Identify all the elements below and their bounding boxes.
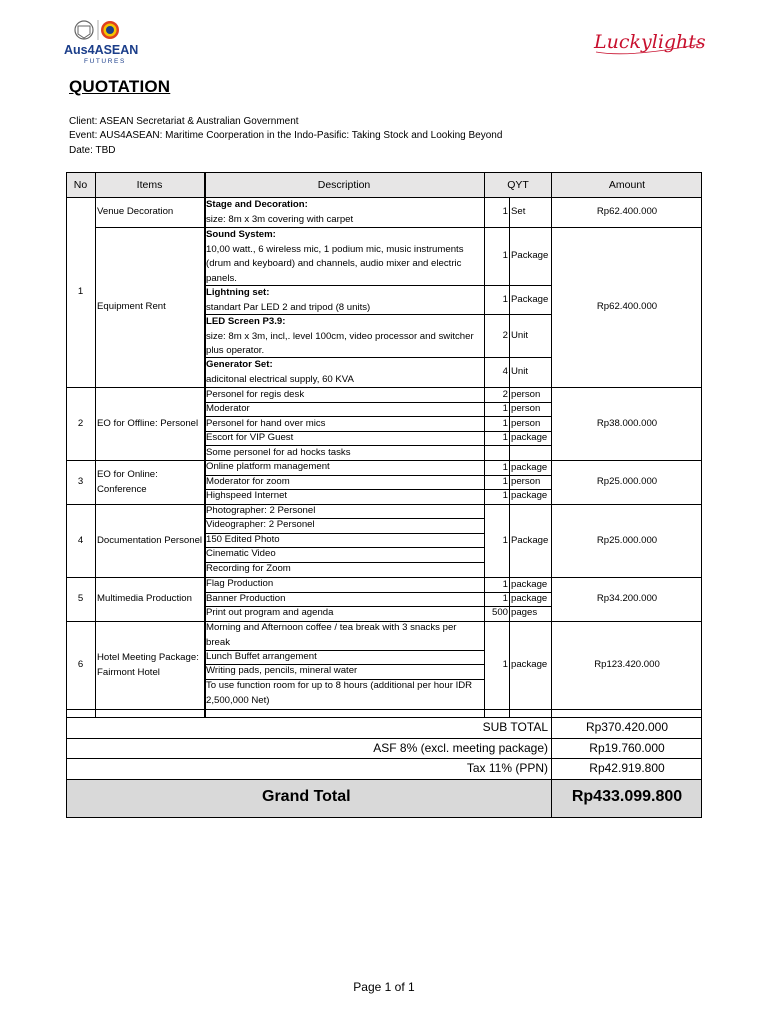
event-line: Event: AUS4ASEAN: Maritime Coorperation in the Indo-Pasific: Taking Stock and Looking Beyond <box>69 130 503 141</box>
qty-2-4: 1 <box>502 432 508 443</box>
row-no-3: 3 <box>77 476 84 488</box>
desc-2-2: Moderator <box>206 403 250 414</box>
qty-1-4: 2 <box>502 329 508 341</box>
desc-4-1: Photographer: 2 Personel <box>206 505 316 516</box>
qty-5-2: 1 <box>502 593 508 604</box>
svg-text:FUTURES: FUTURES <box>84 58 126 65</box>
qty-3-1: 1 <box>502 462 508 473</box>
unit-1-1: Set <box>511 206 526 218</box>
unit-3-3: package <box>511 490 548 501</box>
amount-multimedia: Rp34.200.000 <box>596 593 658 605</box>
item-venue-decoration: Venue Decoration <box>97 206 174 218</box>
tax-value: Rp42.919.800 <box>589 761 665 775</box>
qty-2-2: 1 <box>502 403 508 414</box>
header-no: No <box>73 178 88 191</box>
desc-4-3: 150 Edited Photo <box>206 534 280 545</box>
unit-5-1: package <box>511 579 548 590</box>
qty-4: 1 <box>502 534 508 546</box>
item-equipment-rent: Equipment Rent <box>97 301 166 313</box>
unit-2-4: package <box>511 432 548 443</box>
desc-3-1: Online platform management <box>206 461 330 472</box>
item-hotel-meeting: Hotel Meeting Package: Fairmont Hotel <box>97 652 199 678</box>
desc-2-5: Some personel for ad hocks tasks <box>206 447 351 458</box>
date-line: Date: TBD <box>69 145 116 156</box>
unit-6: package <box>511 659 548 671</box>
row-no-2: 2 <box>77 417 84 429</box>
qty-5-1: 1 <box>502 579 508 590</box>
row-no-4: 4 <box>77 534 84 546</box>
desc-4-4: Cinematic Video <box>206 548 276 559</box>
desc-5-2: Banner Production <box>206 593 286 604</box>
unit-1-4: Unit <box>511 329 529 341</box>
page-number: Page 1 of 1 <box>353 980 415 994</box>
desc-4-2: Videographer: 2 Personel <box>206 519 315 530</box>
asf-value: Rp19.760.000 <box>589 741 665 755</box>
item-documentation: Documentation Personel <box>97 534 203 546</box>
unit-2-2: person <box>511 403 541 414</box>
item-eo-online: EO for Online: Conference <box>97 469 158 495</box>
amount-documentation: Rp25.000.000 <box>596 534 658 546</box>
page-title: QUOTATION <box>69 77 171 96</box>
header-items: Items <box>136 178 163 191</box>
header-qty: QYT <box>507 178 529 191</box>
desc-5-1: Flag Production <box>206 578 274 589</box>
header-description: Description <box>317 178 371 191</box>
desc-2-1: Personel for regis desk <box>206 389 305 400</box>
unit-2-1: person <box>511 389 541 400</box>
desc-3-3: Highspeed Internet <box>206 490 288 501</box>
unit-2-3: person <box>511 418 541 429</box>
desc-6-4: To use function room for up to 8 hours (additional per hour IDR 2,500,000 Net) <box>206 680 473 706</box>
amount-eo-online: Rp25.000.000 <box>596 476 658 488</box>
desc-4-5: Recording for Zoom <box>206 563 291 574</box>
amount-venue: Rp62.400.000 <box>596 206 658 218</box>
unit-3-1: package <box>511 462 548 473</box>
item-eo-offline: EO for Offline: Personel <box>97 417 199 429</box>
amount-eo-offline: Rp38.000.000 <box>596 417 658 429</box>
subtotal-value: Rp370.420.000 <box>585 720 669 734</box>
desc-generator: Generator Set: adicitonal electrical supply, 60 KVA <box>206 359 354 385</box>
row-no-6: 6 <box>77 659 84 671</box>
unit-4: Package <box>511 534 549 546</box>
qty-6: 1 <box>502 659 508 671</box>
desc-6-1: Morning and Afternoon coffee / tea break with 3 snacks per break <box>206 622 457 648</box>
desc-5-3: Print out program and agenda <box>206 607 334 618</box>
desc-lighting: Lightning set: standart Par LED 2 and tripod (8 units) <box>206 287 371 313</box>
qty-1-5: 4 <box>502 366 508 378</box>
unit-5-2: package <box>511 593 548 604</box>
header-amount: Amount <box>608 178 646 191</box>
desc-stage: Stage and Decoration: size: 8m x 3m covering with carpet <box>206 199 354 225</box>
desc-led: LED Screen P3.9: size: 8m x 3m, incl,. level 100cm, video processor and switcher plus operator. <box>206 316 474 356</box>
unit-3-2: person <box>511 476 541 487</box>
qty-3-2: 1 <box>502 476 508 487</box>
unit-1-5: Unit <box>511 366 529 378</box>
asf-label: ASF 8% (excl. meeting package) <box>373 741 548 755</box>
desc-sound: Sound System: 10,00 watt., 6 wireless mic, 1 podium mic, music instruments (drum and keyboard) and channels, audio mixer and electric panels. <box>206 229 464 284</box>
qty-2-1: 2 <box>502 389 508 400</box>
desc-2-4: Escort for VIP Guest <box>206 432 294 443</box>
desc-3-2: Moderator for zoom <box>206 476 290 487</box>
qty-1-1: 1 <box>502 206 508 218</box>
row-no-5: 5 <box>77 593 84 605</box>
desc-6-2: Lunch Buffet arrangement <box>206 651 317 662</box>
desc-6-3: Writing pads, pencils, mineral water <box>206 665 358 676</box>
svg-text:Luckylights: Luckylights <box>594 31 706 53</box>
qty-3-3: 1 <box>502 490 508 501</box>
amount-equipment: Rp62.400.000 <box>596 301 658 313</box>
unit-5-3: pages <box>511 607 538 618</box>
qty-2-3: 1 <box>502 418 508 429</box>
qty-1-3: 1 <box>502 293 508 305</box>
amount-hotel-meeting: Rp123.420.000 <box>594 659 660 671</box>
grand-total-label: Grand Total <box>262 788 351 805</box>
qty-1-2: 1 <box>502 250 508 262</box>
qty-5-3: 500 <box>491 607 508 618</box>
unit-1-3: Package <box>511 293 549 305</box>
tax-label: Tax 11% (PPN) <box>466 761 548 775</box>
row-no-1: 1 <box>77 286 84 298</box>
grand-total-value: Rp433.099.800 <box>571 788 683 805</box>
client-line: Client: ASEAN Secretariat & Australian Government <box>69 116 299 127</box>
subtotal-label: SUB TOTAL <box>482 720 548 734</box>
unit-1-2: Package <box>511 250 549 262</box>
desc-2-3: Personel for hand over mics <box>206 418 326 429</box>
svg-text:Aus4ASEAN: Aus4ASEAN <box>64 43 139 57</box>
item-multimedia: Multimedia Production <box>97 593 192 605</box>
